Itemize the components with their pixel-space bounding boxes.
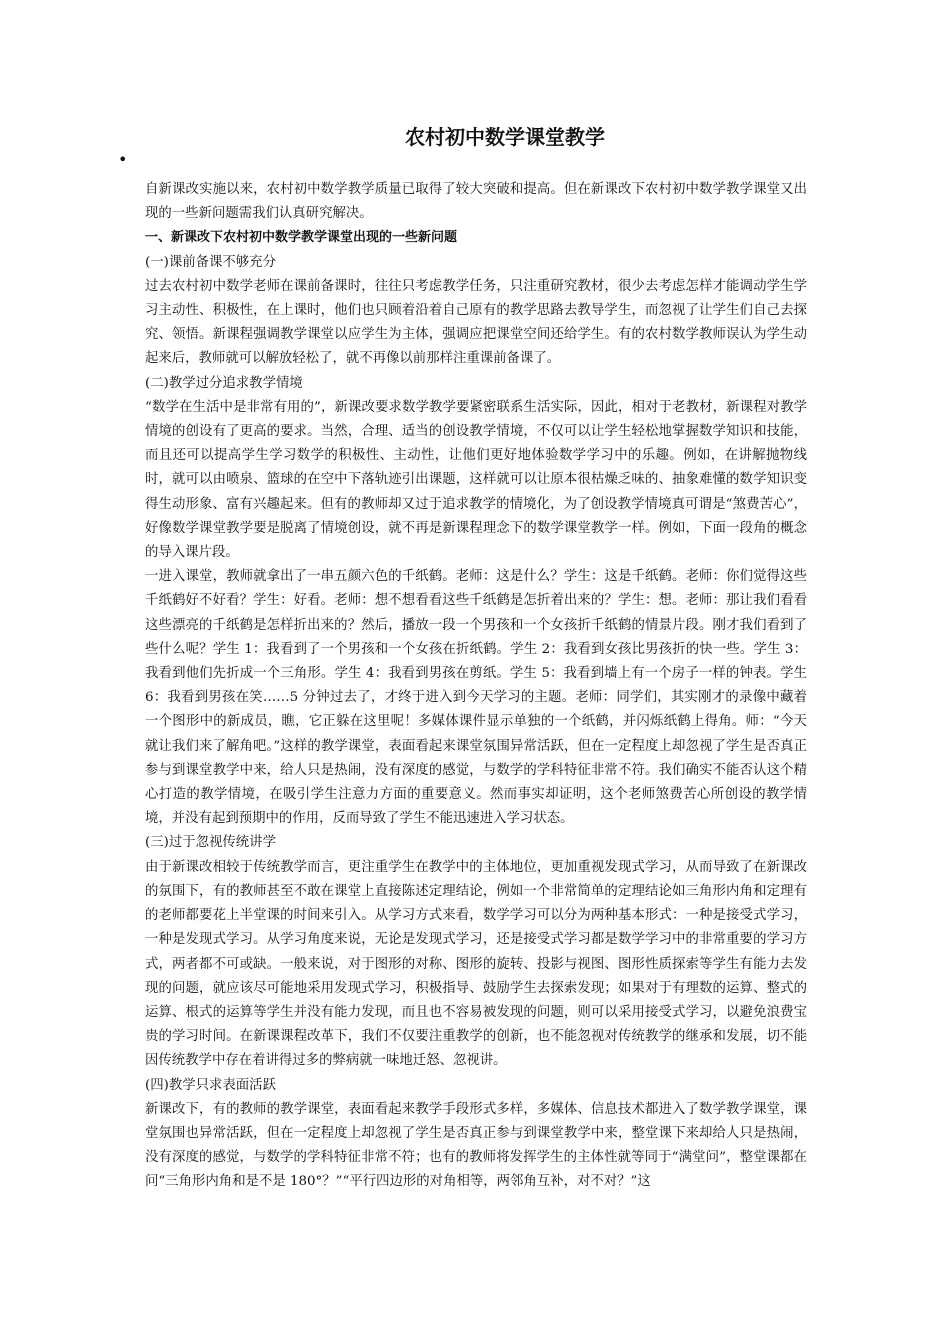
paragraph: 新课改下，有的教师的教学课堂，表面看起来教学手段形式多样，多媒体、信息技术都进入了数学教学课堂，课堂氛围也异常活跃，但在一定程度上却忽视了学生是否真正参与到课堂教学中来，整堂课下来却给人只是热闹，没有深度的感觉，与数学的学科特征非常不符；也有的教师将发挥学生的主体性就等同于“满堂问”，整堂课都在问“三角形内角和是不是 180°？”“平行四边形的对角相等，两邻角互补，对不对？”这 <box>145 1101 807 1190</box>
paragraph-intro: 自新课改实施以来，农村初中数学教学质量已取得了较大突破和提高。但在新课改下农村初中数学教学课堂又出现的一些新问题需我们认真研究解决。 <box>145 182 807 222</box>
paragraph: 过去农村初中数学老师在课前备课时，往往只考虑教学任务，只注重研究教材，很少去考虑怎样才能调动学生学习主动性、积极性，在上课时，他们也只顾着沿着自己原有的教学思路去教导学生，而忽视了让学生们自己去探究、领悟。新课程强调教学课堂以应学生为主体，强调应把课堂空间还给学生。有的农村数学教师误认为学生动起来后，教师就可以解放轻松了，就不再像以前那样注重课前备课了。 <box>145 278 807 367</box>
subsection-heading-2: (二)教学过分追求教学情境 <box>145 375 303 391</box>
section-heading-1: 一、新课改下农村初中数学教学课堂出现的一些新问题 <box>145 230 458 246</box>
paragraph: “数学在生活中是非常有用的”，新课改要求数学教学要紧密联系生活实际，因此，相对于老教材，新课程对教学情境的创设有了更高的要求。当然，合理、适当的创设教学情境，不仅可以让学生轻松地掌握数学知识和技能，而且还可以提高学生学习数学的积极性、主动性，让他们更好地体验数学学习中的乐趣。例如，在讲解抛物线时，就可以由喷泉、篮球的在空中下落轨迹引出课题，这样就可以让原本很枯燥乏味的、抽象难懂的数学知识变得生动形象、富有兴趣起来。但有的教师却又过于追求教学的情境化，为了创设教学情境真可谓是“煞费苦心”，好像数学课堂教学要是脱离了情境创设，就不再是新课程理念下的数学课堂教学一样。例如，下面一段角的概念的导入课片段。 <box>145 399 807 561</box>
paragraph: 一进入课堂，教师就拿出了一串五颜六色的千纸鹤。老师：这是什么？学生：这是千纸鹤。老师：你们觉得这些千纸鹤好不好看？学生：好看。老师：想不想看看这些千纸鹤是怎折着出来的？学生：想。老师：那让我们看看这些漂亮的千纸鹤是怎样折出来的？然后，播放一段一个男孩和一个女孩折千纸鹤的情景片段。刚才我们看到了些什么呢？学生 1：我看到了一个男孩和一个女孩在折纸鹤。学生 2：我看到女孩比男孩折的快一些。学生 3：我看到他们先折成一个三角形。学生 4：我看到男孩在剪纸。学生 5：我看到墙上有一个房子一样的钟表。学生 6：我看到男孩在笑……5 分钟过去了，才终于进入到今天学习的主题。老师：同学们，其实刚才的录像中藏着一个图形中的新成员，瞧，它正躲在这里呢！多媒体课件显示单独的一个纸鹤，并闪烁纸鹤上得角。师：“今天就让我们来了解角吧。”这样的教学课堂，表面看起来课堂氛围异常活跃，但在一定程度上却忽视了学生是否真正参与到课堂教学中来，给人只是热闹，没有深度的感觉，与数学的学科特征非常不符。我们确实不能否认这个精心打造的教学情境，在吸引学生注意力方面的重要意义。然而事实却证明，这个老师煞费苦心所创设的教学情境，并没有起到预期中的作用，反而导致了学生不能迅速进入学习状态。 <box>145 569 807 827</box>
subsection-heading-4: (四)教学只求表面活跃 <box>145 1077 276 1093</box>
document-body <box>145 178 807 1195</box>
bullet-marker: • <box>118 150 128 169</box>
subsection-heading-1: (一)课前备课不够充分 <box>145 254 276 270</box>
subsection-heading-3: (三)过于忽视传统讲学 <box>145 835 276 851</box>
paragraph: 由于新课改相较于传统教学而言，更注重学生在教学中的主体地位，更加重视发现式学习，从而导致了在新课改的氛围下，有的教师甚至不敢在课堂上直接陈述定理结论，例如一个非常简单的定理结论如三角形内角和定理有的老师都要花上半堂课的时间来引入。从学习方式来看，数学学习可以分为两种基本形式：一种是接受式学习，一种是发现式学习。从学习角度来说，无论是发现式学习，还是接受式学习都是数学学习中的非常重要的学习方式，两者都不可或缺。一般来说，对于图形的对称、图形的旋转、投影与视图、图形性质探索等学生有能力去发现的问题，就应该尽可能地采用发现式学习，积极指导、鼓励学生去探索发现；如果对于有理数的运算、整式的运算、根式的运算等学生并没有能力发现，而且也不容易被发现的问题，则可以采用接受式学习，以避免浪费宝贵的学习时间。在新课课程改革下，我们不仅要注重教学的创新，也不能忽视对传统教学的继承和发展，切不能因传统教学中存在着讲得过多的弊病就一味地迁怒、忽视讲。 <box>145 859 807 1069</box>
document-title: 农村初中数学课堂教学 <box>405 125 605 149</box>
